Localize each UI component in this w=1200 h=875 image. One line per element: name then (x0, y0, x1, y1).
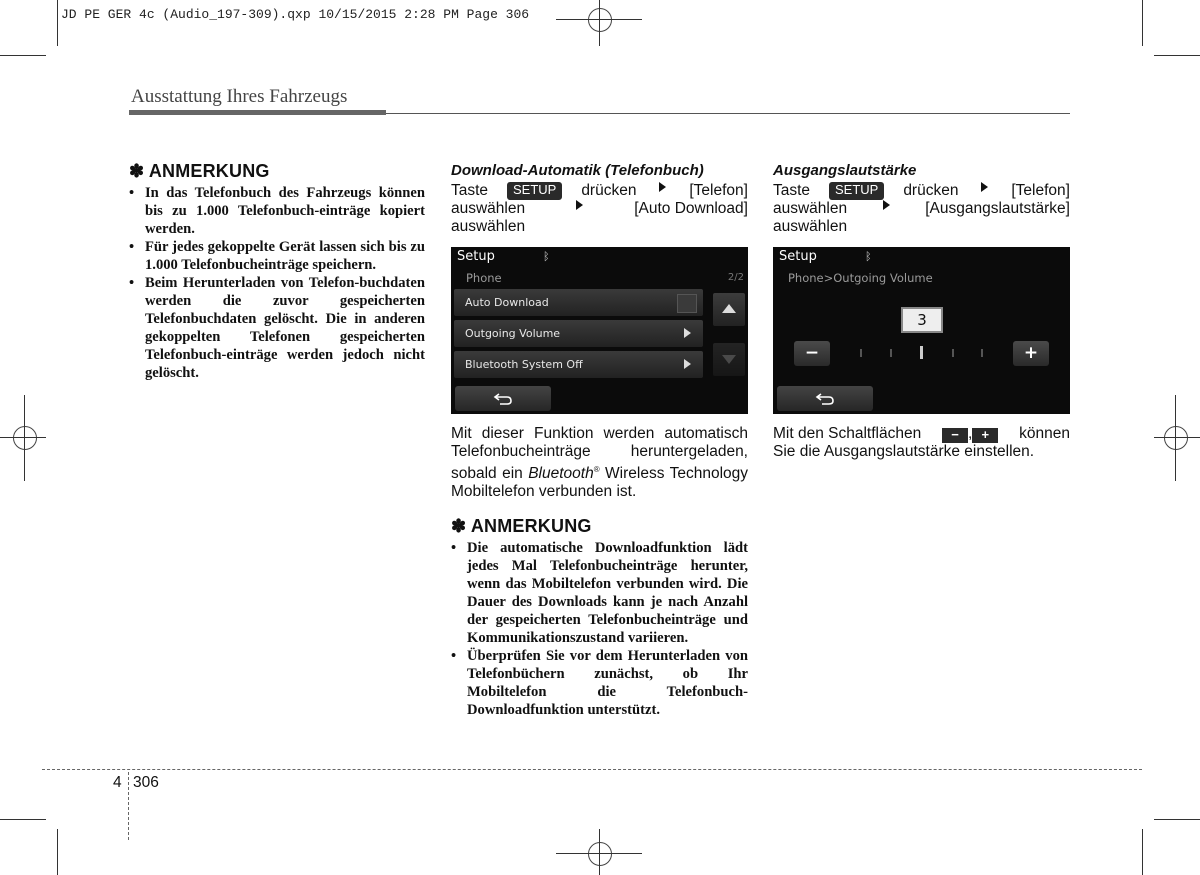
slider-tick (860, 349, 862, 357)
screen-path: Phone>Outgoing Volume (788, 271, 933, 285)
menu-item-bluetooth-off[interactable] (454, 351, 703, 378)
back-button[interactable] (777, 386, 873, 411)
instr-text: [Ausgangslautstärke] (925, 200, 1070, 217)
minus-button-icon: − (942, 428, 968, 443)
screen-path: Phone (466, 271, 502, 285)
back-arrow-icon (815, 392, 835, 406)
crop-mark (1154, 55, 1200, 56)
chevron-right-icon (684, 328, 691, 338)
triangle-right-icon (883, 200, 890, 210)
crop-mark (57, 0, 58, 46)
header-rule-accent (129, 110, 386, 115)
crop-mark (0, 819, 46, 820)
note-list (129, 184, 425, 382)
instruction (773, 182, 1070, 236)
list-item: • Überprüfen Sie vor dem Herunterladen von Telefonbüchern zunächst, ob Ihr Mobiltelefon die Telefonbuch-Downloadfunktion unterstützt. (451, 647, 748, 719)
footer-rule (42, 769, 1142, 770)
slider-tick (952, 349, 954, 357)
instr-text: [Telefon] (689, 182, 748, 199)
setup-screen-volume (773, 247, 1070, 414)
slider-tick-active (920, 346, 923, 359)
instr-text: Taste (451, 182, 489, 199)
menu-item-label: Outgoing Volume (465, 327, 561, 340)
list-item: • Beim Herunterladen von Telefon-buchdaten werden die zuvor gespeicherten Telefonbuchdaten gelöscht. Die in anderen gekoppelten Telefonen gespeicherten Telefonbuch-einträge werden jedoch nicht gelöscht. (129, 274, 425, 382)
triangle-right-icon (659, 182, 666, 192)
instr-text: drücken (581, 182, 637, 199)
download-note (451, 516, 748, 719)
menu-item-auto-download[interactable] (454, 289, 703, 316)
crop-mark (1142, 829, 1143, 875)
desc-text: Sie die Ausgangslautstärke einstellen. (773, 443, 1035, 460)
back-arrow-icon (493, 392, 513, 406)
volume-minus-button[interactable]: − (794, 341, 830, 366)
crop-mark (57, 829, 58, 875)
list-item: • Für jedes gekoppelte Gerät lassen sich bis zu 1.000 Telefonbucheinträge speichern. (129, 238, 425, 274)
list-item: • In das Telefonbuch des Fahrzeugs können bis zu 1.000 Telefonbuch-einträge kopiert werden. (129, 184, 425, 238)
setup-screen-phone (451, 247, 748, 414)
page-number: 306 (133, 774, 159, 791)
left-note (129, 161, 425, 382)
footer-divider (128, 772, 129, 840)
volume-plus-button[interactable]: + (1013, 341, 1049, 366)
crop-mark (0, 55, 46, 56)
arrow-up-icon (713, 293, 745, 326)
instruction (451, 182, 748, 236)
bluetooth-icon: ᛒ (543, 250, 550, 263)
screen-title: Setup (779, 249, 817, 264)
menu-item-label: Bluetooth System Off (465, 358, 583, 371)
slider-tick (981, 349, 983, 357)
download-description (451, 425, 748, 501)
desc-text: Mit dieser Funktion werden automatisch Telefonbucheinträge heruntergeladen, sobald ein (451, 425, 748, 483)
page-indicator: 2/2 (727, 272, 744, 283)
triangle-right-icon (576, 200, 583, 210)
registered-mark: ® (593, 465, 600, 474)
instr-text: [Telefon] (1011, 182, 1070, 199)
subheading: Ausgangslautstärke (773, 162, 917, 179)
volume-section (773, 162, 1070, 236)
volume-value-display: 3 (901, 307, 943, 333)
menu-item-label: Auto Download (465, 296, 549, 309)
scroll-down-button[interactable] (713, 343, 745, 376)
desc-text: Mit den Schaltflächen (773, 425, 922, 442)
volume-description (773, 425, 1070, 461)
plus-button-icon: + (972, 428, 998, 443)
instr-text: auswählen (773, 200, 848, 217)
bluetooth-icon: ᛒ (865, 250, 872, 263)
note-heading: ✽ ANMERKUNG (451, 516, 592, 536)
setup-key-badge: SETUP (829, 182, 884, 200)
crop-mark (1154, 819, 1200, 820)
instr-text: drücken (903, 182, 959, 199)
menu-item-outgoing-volume[interactable] (454, 320, 703, 347)
note-list (451, 539, 748, 719)
slider-tick (890, 349, 892, 357)
download-section (451, 162, 748, 236)
chapter-number: 4 (113, 774, 122, 791)
section-title: Ausstattung Ihres Fahrzeugs (131, 86, 348, 107)
checkbox[interactable] (677, 294, 697, 313)
note-heading: ✽ ANMERKUNG (129, 161, 270, 181)
brand-name: Bluetooth (528, 465, 594, 483)
back-button[interactable] (455, 386, 551, 411)
instr-text: [Auto Download] (634, 200, 748, 217)
instr-text: Taste (773, 182, 811, 199)
triangle-right-icon (981, 182, 988, 192)
scroll-up-button[interactable] (713, 293, 745, 326)
instr-text: auswählen (773, 218, 848, 235)
crop-mark (1142, 0, 1143, 46)
desc-text: können (1019, 425, 1070, 442)
instr-text: auswählen (451, 200, 526, 217)
chevron-right-icon (684, 359, 691, 369)
screen-title: Setup (457, 249, 495, 264)
instr-text: auswählen (451, 218, 526, 235)
setup-key-badge: SETUP (507, 182, 562, 200)
subheading: Download-Automatik (Telefonbuch) (451, 162, 704, 179)
list-item: • Die automatische Downloadfunktion lädt jedes Mal Telefonbucheinträge herunter, wenn das Mobiltelefon verbunden wird. Die Dauer des Downloads kann je nach Anzahl der gespeicherten Telefonbucheinträge und Kommunikationszustand variieren. (451, 539, 748, 647)
arrow-down-icon (713, 343, 745, 376)
print-slug: JD PE GER 4c (Audio_197-309).qxp 10/15/2015 2:28 PM Page 306 (61, 7, 530, 22)
desc-text: Wireless Technology Mobiltelefon verbunden ist. (451, 465, 748, 501)
comma: , (968, 425, 973, 442)
